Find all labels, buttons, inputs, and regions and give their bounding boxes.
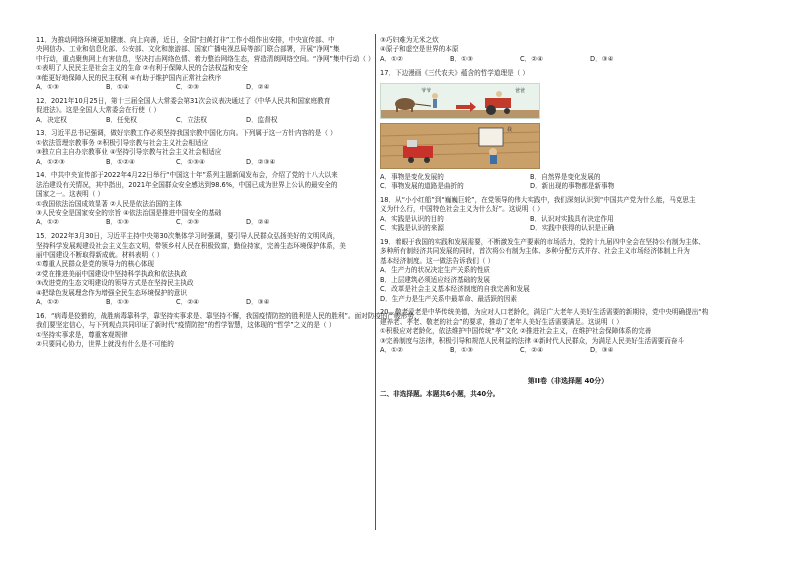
column-divider xyxy=(375,34,376,530)
harvester-wheel xyxy=(424,157,430,163)
tablet-device xyxy=(479,128,503,146)
text-line: 国家之一。这表明（ ） xyxy=(36,190,105,199)
answer-option: C．事物发展的道路是曲折的 xyxy=(380,182,464,191)
answer-option: D．新出现的事物都是新事物 xyxy=(530,182,615,191)
text-line: ①依法管理宗教事务 ②积极引导宗教与社会主义社会相适应 xyxy=(36,138,209,147)
harvester-cab xyxy=(407,140,417,147)
me-figure-head xyxy=(489,148,497,156)
answer-option: D．②④ xyxy=(246,218,270,227)
answer-options-row xyxy=(36,298,372,307)
answer-option: A．实践是认识的目的 xyxy=(380,214,444,223)
answer-option: A．①② xyxy=(380,54,403,63)
text-line: ③能更好地保障人民的民主权利 ④有助于维护国内正常社会秩序 xyxy=(36,73,222,82)
text-line: 义为什么行，中国特色社会主义为什么好”。这说明（ ） xyxy=(380,205,544,214)
text-line: ③独立自主自办宗教事业 ④坚持引导宗教与社会主义社会相适应 xyxy=(36,148,222,157)
answer-options-row xyxy=(380,55,756,64)
harvester-body xyxy=(403,146,433,158)
text-line: ④原子和虚空是世界的本原 xyxy=(380,45,459,54)
answer-option: B．①④ xyxy=(106,83,129,92)
text-line: 促进法》。这是全国人大常委会在行使（ ） xyxy=(36,106,161,115)
text-line: ③完善制度与法律，积极引导和规范人民利益的法律 ④新时代人民群众，为满足人民美好生活需要而奋斗 xyxy=(380,336,685,345)
question-stem-line: 16．“病毒是狡猾的，战胜病毒靠科学，靠坚持实事求是、靠坚持不懈，我国疫情防控的胜利是人民的胜利”。面对防疫的严峻形势， xyxy=(36,311,421,320)
answer-options-row xyxy=(380,182,756,191)
text-line: 11．为推动网络环境更加健康、向上向善，近日，全国“扫黄打非”工作小组作出安排，中央宣传部、中 xyxy=(36,36,335,44)
plough-line xyxy=(415,104,431,106)
arrow-icon xyxy=(456,105,470,109)
answer-option: D．③④ xyxy=(590,345,614,354)
question-stem-line: 20．敬老爱老是中华传统美德，为应对人口老龄化，满足广大老年人美好生活需要的新期待，党中央明确提出“构 xyxy=(380,308,709,317)
answer-option: D．③④ xyxy=(590,54,614,63)
text-line: 丽中国建设不断取得新成就。材料表明（ ） xyxy=(36,250,164,259)
text-line: ①积极应对老龄化，依法维护中国传统“孝”文化 ②推进社会主义，在维护社会保障体系的完善 xyxy=(380,327,652,336)
answer-option: A．①② xyxy=(36,298,59,307)
text-line: ②党在推进美丽中国建设中坚持科学执政和依法执政 xyxy=(36,269,187,278)
text-line: ③人民安全是国家安全的宗旨 ④依法治国是推进中国安全的基础 xyxy=(36,209,222,217)
me-figure-body xyxy=(490,155,497,164)
text-line: A．生产力的状况决定生产关系的性质 xyxy=(380,266,491,275)
answer-options-row xyxy=(36,218,372,227)
answer-options-row xyxy=(36,83,372,92)
text-line: 基本经济制度。这一做法告诉我们（ ） xyxy=(380,256,495,265)
furrow-line xyxy=(381,132,539,136)
answer-option: B．①②④ xyxy=(106,157,135,166)
answer-option: D．监督权 xyxy=(246,115,278,124)
answer-options-row xyxy=(380,173,756,182)
answer-option: D．②③④ xyxy=(246,157,276,166)
question-stem-line: 12．2021年10月25日，第十三届全国人大常委会第31次会议表决通过了《中华人民共和国家庭教育 xyxy=(36,96,331,105)
text-line: ③巧妇难为无米之炊 xyxy=(380,36,439,44)
harvester-wheel xyxy=(408,157,414,163)
text-line: ②只要同心协力，世界上就没有什么是不可能的 xyxy=(36,340,174,349)
answer-option: C．②③ xyxy=(176,83,200,92)
grandpa-figure-body xyxy=(433,99,437,108)
text-line: 央网信办、工业和信息化部、公安部、文化和旅游部、国家广播电视总局等部门联合部署，开展“净网”集 xyxy=(36,45,340,54)
answer-option: A．决定权 xyxy=(36,115,67,124)
answer-option: C．②④ xyxy=(520,345,544,354)
answer-option: C．立法权 xyxy=(176,115,207,124)
answer-option: B．①③ xyxy=(450,54,473,63)
text-line: 坚持科学发展观建设社会主义生态文明，带领乡村人民在积极致富，勤俭持家，完善生态环境保护体系，美 xyxy=(36,241,346,250)
text-line: C．改革是社会主义基本经济制度的自我完善和发展 xyxy=(380,285,530,294)
right-column xyxy=(380,36,756,400)
section-title: 第II卷（非选择题 40分） xyxy=(527,377,609,386)
answer-option: C．②③ xyxy=(176,218,200,227)
answer-option: B．自然界是变化发展的 xyxy=(530,172,601,181)
text-line: 法治建设有关情况，其中指出，2021年全国群众安全感达到98.6%，中国已成为世界上公认的最安全的 xyxy=(36,180,338,189)
furrow-line xyxy=(381,142,539,146)
label-grandpa: 爷爷 xyxy=(421,87,432,94)
cartoon-three-generations-farmers xyxy=(380,83,540,169)
answer-option: A．①③ xyxy=(36,83,59,92)
tractor-wheel xyxy=(486,105,496,115)
text-line: 建养老、孝老、敬老的社会”的要求，推动了老年人美好生活需要满足。这说明（ ） xyxy=(380,317,623,326)
text-line: D．生产力是生产关系中最革命、最活跃的因素 xyxy=(380,294,517,303)
text-line: 中行动，重点聚焦网上有害信息，坚决打击网络色情、着力整治网络生态，营造清朗网络空间。“净网”集中行动（ ） xyxy=(36,54,375,63)
answer-option: B．任免权 xyxy=(106,115,137,124)
answer-option: C．①③④ xyxy=(176,157,205,166)
question-stem-line: 18．从“小小红船”到“巍巍巨轮”，在党领导的伟大实践中，我们深刻认识到“中国共产党为什么能，马克思主 xyxy=(380,196,696,204)
grandpa-figure-head xyxy=(432,93,438,99)
answer-option: A．事物是变化发展的 xyxy=(380,172,444,181)
ox-leg xyxy=(411,106,413,112)
answer-option: B．①③ xyxy=(450,345,473,354)
text-line: ①坚持实事求是，尊重客观规律 xyxy=(36,330,128,339)
text-line: ①表明了人民民主是社会主义的生命 ②有利于保障人民的合法权益和安全 xyxy=(36,64,248,73)
answer-option: D．③④ xyxy=(246,298,270,307)
answer-option: A．①②③ xyxy=(36,157,65,166)
answer-option: D．②④ xyxy=(246,83,270,92)
answer-options-row xyxy=(380,224,756,233)
cartoon-top-panel xyxy=(380,83,540,119)
father-figure-head xyxy=(496,91,502,97)
right-column-top xyxy=(380,36,756,78)
text-line: 多种所有制经济共同发展的同时，首次将公有制为主体、多种分配方式并存、社会主义市场经济体制上升为 xyxy=(380,247,690,256)
answer-option: C．②④ xyxy=(176,298,200,307)
text-line: ④把绿色发展理念作为增强全民生态环境保护的意识 xyxy=(36,288,187,297)
label-father: 爸爸 xyxy=(515,87,526,94)
question-stem-line: 13．习近平总书记强调，做好宗教工作必须坚持我国宗教中国化方向。下列属于这一方针内容的是（ ） xyxy=(36,129,337,138)
answer-options-row xyxy=(36,116,372,125)
answer-option: A．①② xyxy=(36,218,59,227)
field-ground xyxy=(381,110,539,118)
answer-options-row xyxy=(380,346,756,355)
right-column-bottom xyxy=(380,173,756,355)
modern-farm-svg xyxy=(381,124,539,168)
question-stem-line: 14．中共中央宣传部于2022年4月22日举行“中国这十年”系列主题新闻发布会，介绍了党的十八大以来 xyxy=(36,171,338,180)
text-line: ①尊重人民群众是党的领导力的核心体现 xyxy=(36,260,155,269)
label-me: 我 xyxy=(507,126,513,133)
answer-option: B．①③ xyxy=(106,218,129,227)
answer-option: C．实践是认识的来源 xyxy=(380,224,444,233)
answer-option: C．②④ xyxy=(520,54,544,63)
text-line: B．上层建筑必须适应经济基础的发展 xyxy=(380,275,491,284)
answer-option: B．认识对实践具有决定作用 xyxy=(530,214,614,223)
answer-options-row xyxy=(380,215,756,224)
question-stem-line: 15．2022年3月30日，习近平主持中央第30次集体学习时强调，要引导人民群众弘扬美好的文明风尚， xyxy=(36,232,340,241)
tractor-wheel xyxy=(504,108,510,114)
text-line: ③改进党的生态文明建设的领导方式是在坚持民主执政 xyxy=(36,279,194,288)
cartoon-bottom-panel xyxy=(380,123,540,169)
text-line: 我们要坚定信心，与下列观点共同印证了新时代“疫情防控”的哲学智慧，这体现的“哲学”之义的是（ ） xyxy=(36,321,336,330)
question-stem-line: 19．着眼于我国的实践和发展需要，不断激发生产要素的市场活力，党的十九届四中全会在坚持公有制为主体、 xyxy=(380,237,705,246)
text-line: ①我国依法治国成效显著 ②人民是依法治国的主体 xyxy=(36,199,182,208)
answer-option: B．①③ xyxy=(106,298,129,307)
answer-option: A．①② xyxy=(380,345,403,354)
answer-options-row xyxy=(36,158,372,167)
ox-leg xyxy=(396,106,398,112)
section-subtitle: 二、非选择题。本题共6小题，共40分。 xyxy=(380,390,500,399)
question-stem-line: 17．下边漫画《三代农夫》蕴含的哲学道理是（ ） xyxy=(380,68,529,77)
answer-option: D．实践中获得的认识是正确 xyxy=(530,224,615,233)
